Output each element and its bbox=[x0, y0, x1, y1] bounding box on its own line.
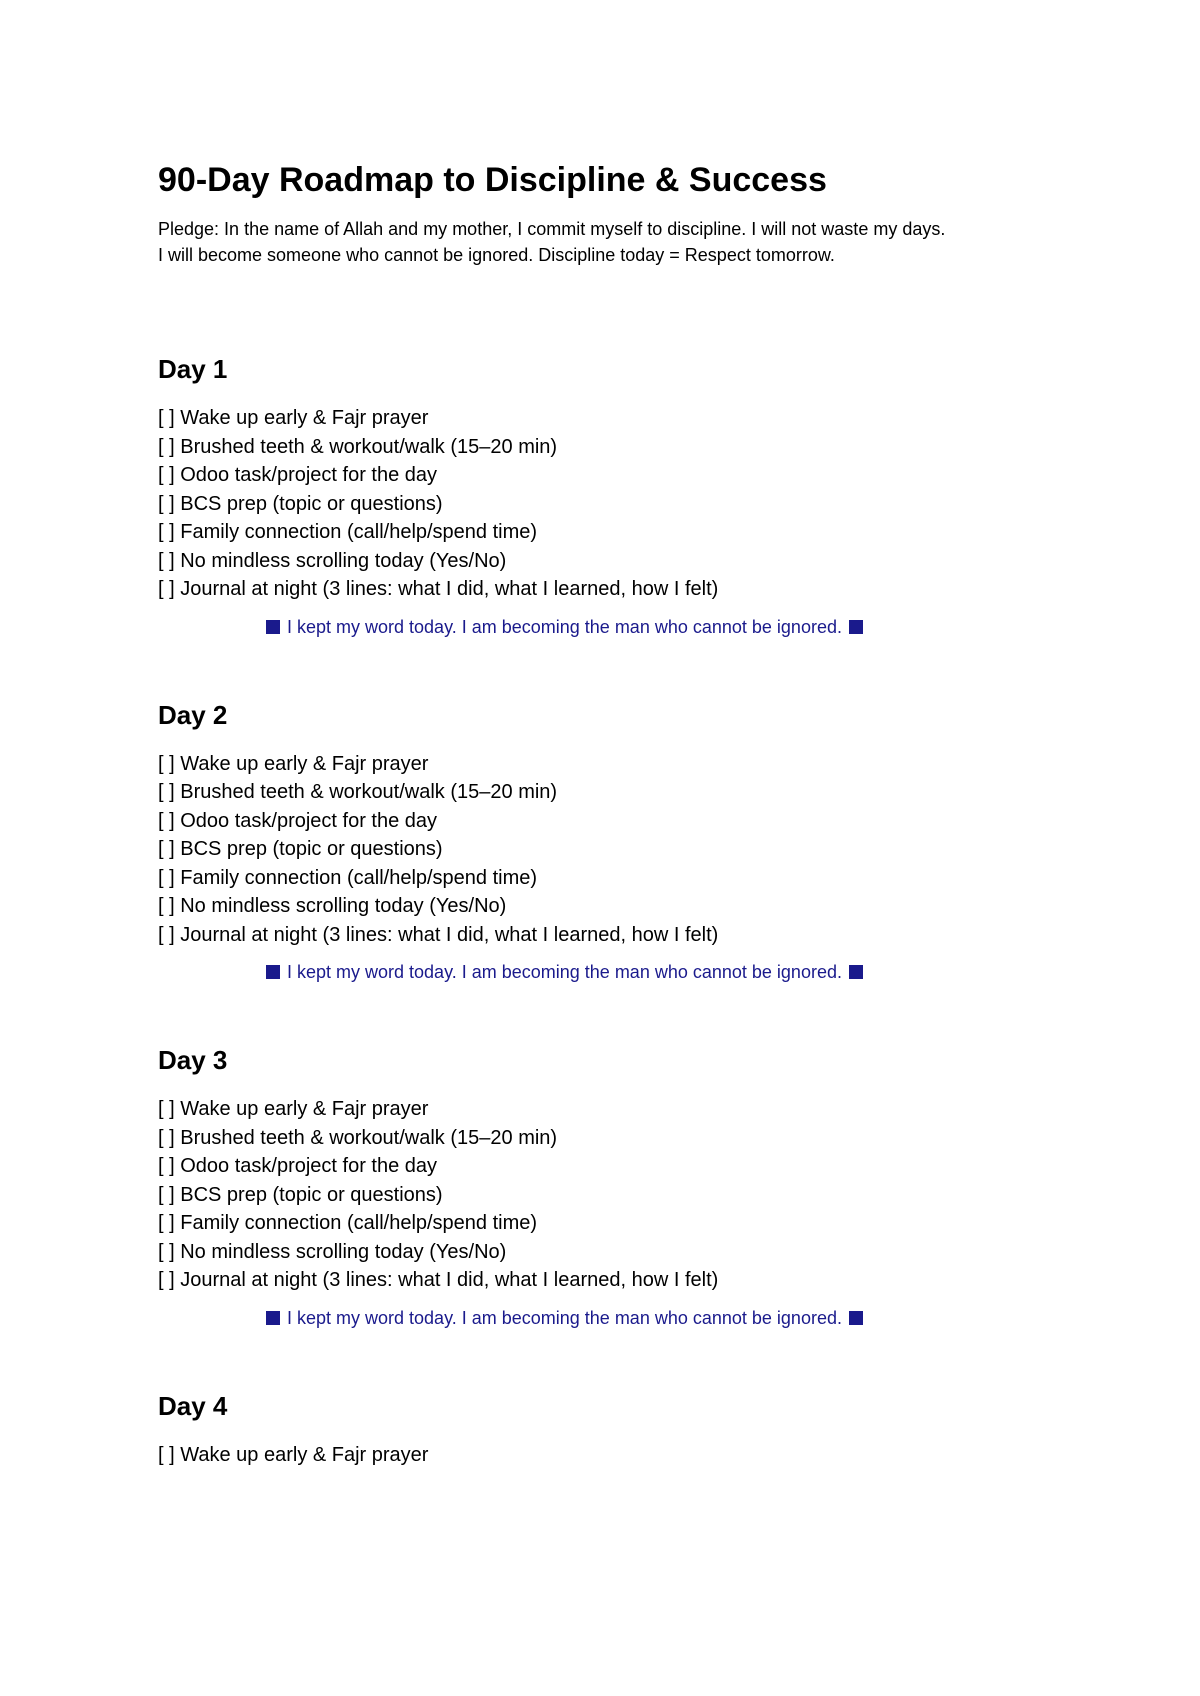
checklist-item: [ ] No mindless scrolling today (Yes/No) bbox=[158, 549, 507, 572]
checklist-item: [ ] Family connection (call/help/spend time) bbox=[158, 866, 538, 889]
day-title: Day 3 bbox=[158, 1045, 228, 1075]
page-title: 90-Day Roadmap to Discipline & Success bbox=[158, 161, 827, 199]
document-page bbox=[158, 158, 1058, 1469]
day-title: Day 4 bbox=[158, 1390, 228, 1421]
checklist-item: [ ] Family connection (call/help/spend time) bbox=[158, 521, 538, 543]
square-bullet-icon bbox=[266, 965, 280, 979]
day-section bbox=[158, 1043, 1058, 1331]
checklist-item: [ ] Odoo task/project for the day bbox=[158, 809, 438, 832]
square-bullet-icon bbox=[266, 620, 280, 634]
day-section bbox=[158, 352, 1058, 640]
checklist bbox=[158, 404, 1058, 604]
checklist-item: [ ] Odoo task/project for the day bbox=[158, 464, 438, 486]
affirmation-text: I kept my word today. I am becoming the man who cannot be ignored. bbox=[287, 1307, 842, 1328]
affirmation-text: I kept my word today. I am becoming the man who cannot be ignored. bbox=[287, 962, 842, 982]
checklist-item: [ ] BCS prep (topic or questions) bbox=[158, 1183, 443, 1206]
checklist-item: [ ] Odoo task/project for the day bbox=[158, 1155, 438, 1177]
checklist-item: [ ] No mindless scrolling today (Yes/No) bbox=[158, 1240, 507, 1263]
checklist-item: [ ] BCS prep (topic or questions) bbox=[158, 492, 443, 515]
checklist-item: [ ] No mindless scrolling today (Yes/No) bbox=[158, 895, 507, 917]
checklist-item: [ ] Family connection (call/help/spend time) bbox=[158, 1212, 538, 1234]
pledge-line: Pledge: In the name of Allah and my mother, I commit myself to discipline. I will not waste my days. bbox=[158, 219, 946, 239]
checklist-item: [ ] Wake up early & Fajr prayer bbox=[158, 752, 429, 775]
checklist-item: [ ] Journal at night (3 lines: what I did, what I learned, how I felt) bbox=[158, 1269, 719, 1291]
checklist bbox=[158, 750, 1058, 950]
square-bullet-icon bbox=[849, 965, 863, 979]
checklist-item: [ ] Brushed teeth & workout/walk (15–20 min) bbox=[158, 781, 558, 803]
day-title: Day 2 bbox=[158, 699, 228, 730]
checklist bbox=[158, 1095, 1058, 1295]
checklist-item: [ ] Journal at night (3 lines: what I did, what I learned, how I felt) bbox=[158, 578, 719, 600]
square-bullet-icon bbox=[849, 620, 863, 634]
checklist-item: [ ] Wake up early & Fajr prayer bbox=[158, 1098, 429, 1120]
square-bullet-icon bbox=[266, 1311, 280, 1325]
square-bullet-icon bbox=[849, 1311, 863, 1325]
pledge-line: I will become someone who cannot be ignored. Discipline today = Respect tomorrow. bbox=[158, 245, 835, 265]
day-section bbox=[158, 698, 1058, 986]
affirmation-text: I kept my word today. I am becoming the man who cannot be ignored. bbox=[287, 616, 842, 637]
pledge bbox=[158, 216, 1058, 268]
affirmation bbox=[158, 1305, 1058, 1331]
checklist-item: [ ] Brushed teeth & workout/walk (15–20 min) bbox=[158, 435, 558, 458]
checklist-item: [ ] Brushed teeth & workout/walk (15–20 min) bbox=[158, 1126, 558, 1149]
day-section bbox=[158, 1389, 1058, 1470]
checklist-item: [ ] BCS prep (topic or questions) bbox=[158, 838, 443, 860]
checklist-item: [ ] Journal at night (3 lines: what I did, what I learned, how I felt) bbox=[158, 923, 719, 946]
checklist-item: [ ] Wake up early & Fajr prayer bbox=[158, 1443, 429, 1466]
affirmation bbox=[158, 959, 1058, 985]
checklist bbox=[158, 1441, 1058, 1470]
affirmation bbox=[158, 614, 1058, 640]
day-title: Day 1 bbox=[158, 354, 228, 384]
checklist-item: [ ] Wake up early & Fajr prayer bbox=[158, 407, 429, 429]
